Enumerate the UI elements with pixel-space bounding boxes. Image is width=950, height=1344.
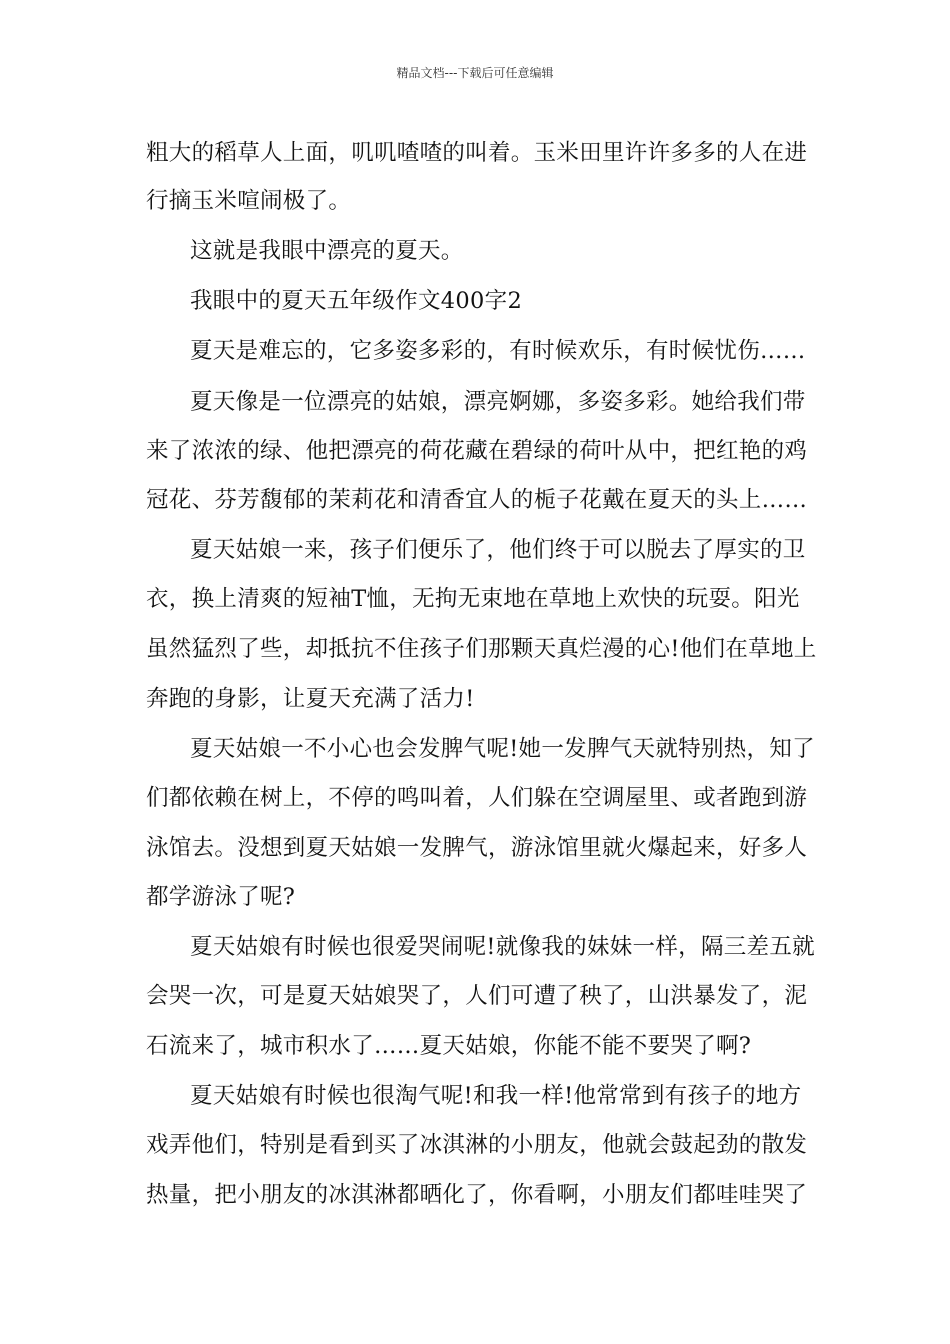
text-line: 都学游泳了呢?: [146, 884, 296, 910]
text-line: 行摘玉米喧闹极了。: [146, 188, 352, 214]
text-line: 泳馆去。没想到夏天姑娘一发脾气，游泳馆里就火爆起来，好多人: [146, 835, 808, 861]
text-line: 来了浓浓的绿、他把漂亮的荷花藏在碧绿的荷叶从中，把红艳的鸡: [146, 438, 808, 464]
text-line: 虽然猛烈了些，却抵抗不住孩子们那颗天真烂漫的心!他们在草地上: [146, 636, 817, 662]
page-header: 精品文档---下载后可任意编辑: [396, 66, 554, 80]
text-line: 夏天姑娘一不小心也会发脾气呢!她一发脾气天就特别热，知了: [190, 736, 815, 762]
text-line: 会哭一次，可是夏天姑娘哭了，人们可遭了秧了，山洪暴发了，泥: [146, 983, 808, 1009]
text-line: 夏天像是一位漂亮的姑娘，漂亮婀娜，多姿多彩。她给我们带: [190, 389, 806, 415]
text-line: 夏天姑娘有时候也很爱哭闹呢!就像我的妹妹一样，隔三差五就: [190, 934, 815, 960]
text-line: 戏弄他们，特别是看到买了冰淇淋的小朋友，他就会鼓起劲的散发: [146, 1132, 808, 1158]
text-line: 们都依赖在树上，不停的鸣叫着，人们躲在空调屋里、或者跑到游: [146, 785, 808, 811]
text-line: 奔跑的身影，让夏天充满了活力!: [146, 686, 475, 712]
text-line: 粗大的稻草人上面，叽叽喳喳的叫着。玉米田里许许多多的人在进: [146, 140, 808, 166]
text-line: 热量，把小朋友的冰淇淋都晒化了，你看啊，小朋友们都哇哇哭了: [146, 1182, 808, 1208]
text-line: 石流来了，城市积水了……夏天姑娘，你能不能不要哭了啊?: [146, 1033, 752, 1059]
text-line: 夏天是难忘的，它多姿多彩的，有时候欢乐，有时候忧伤……: [190, 338, 806, 364]
text-line: 夏天姑娘一来，孩子们便乐了，他们终于可以脱去了厚实的卫: [190, 537, 806, 563]
text-line: 夏天姑娘有时候也很淘气呢!和我一样!他常常到有孩子的地方: [190, 1083, 802, 1109]
text-line: 冠花、芬芳馥郁的茉莉花和清香宜人的栀子花戴在夏天的头上……: [146, 487, 808, 513]
text-line: 我眼中的夏天五年级作文400字2: [190, 288, 523, 314]
text-line: 衣，换上清爽的短袖T恤，无拘无束地在草地上欢快的玩耍。阳光: [146, 586, 800, 612]
text-line: 这就是我眼中漂亮的夏天。: [190, 238, 464, 264]
